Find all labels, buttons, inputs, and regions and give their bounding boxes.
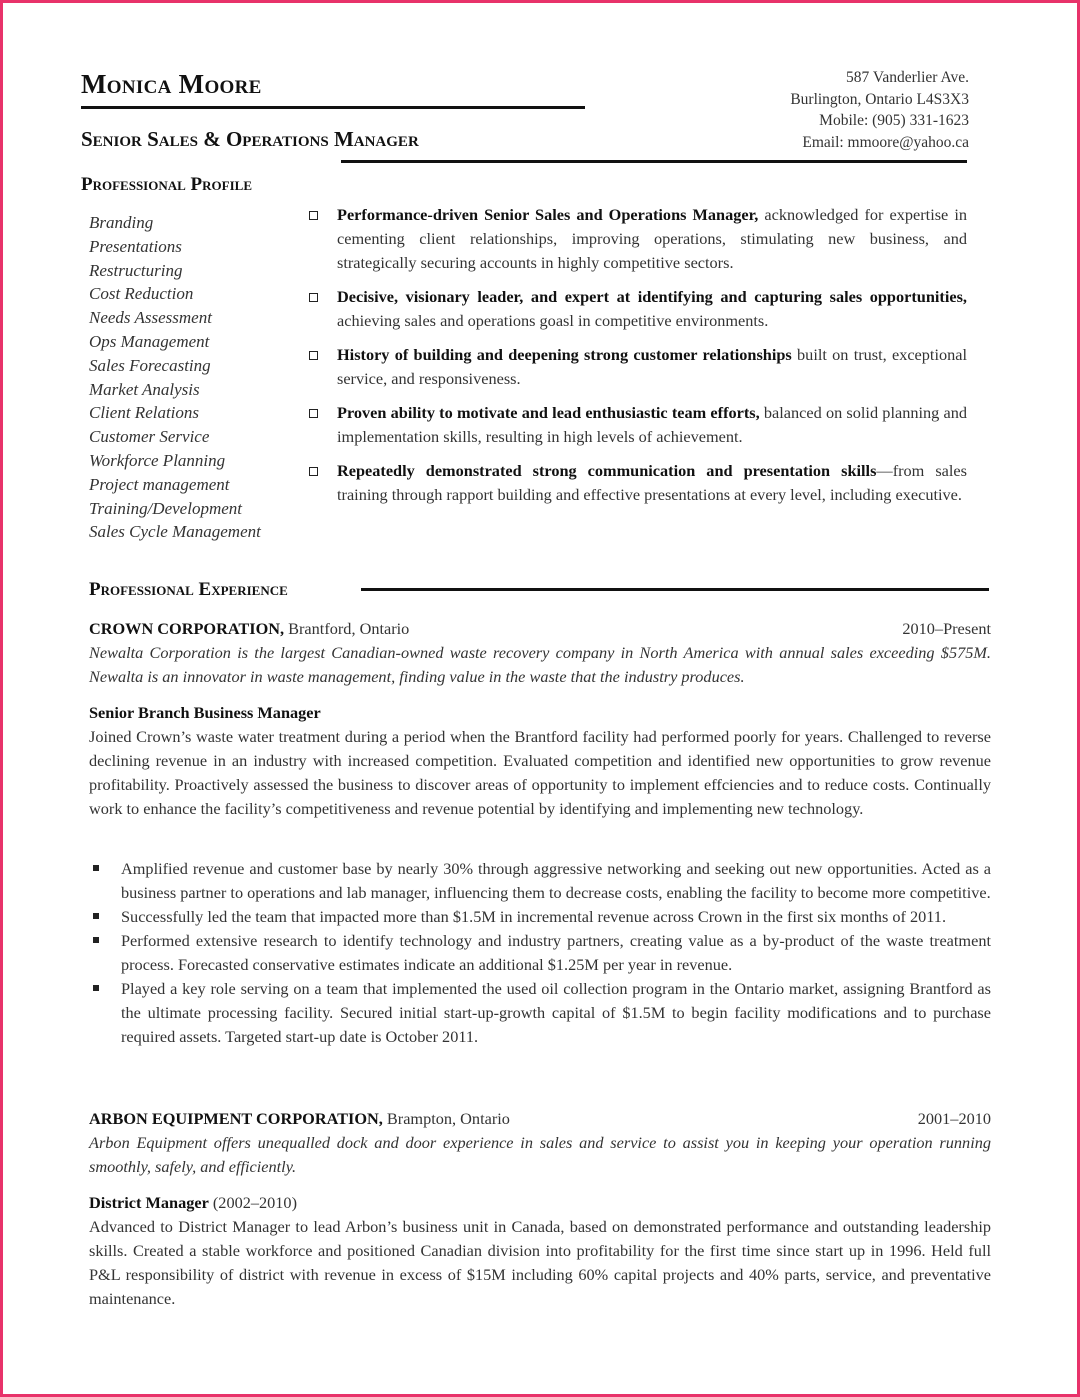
role-line [89,1191,297,1215]
highlight-text: achieving sales and operations goasl in competitive environments. [337,311,769,330]
square-bullet-icon [93,985,99,991]
highlight-item [305,459,967,507]
skill-item: Training/Development [89,498,242,518]
highlight-text: acknowledged for expertise in cementing client relationships, improving operations, stimulating new business, and strategically securing accounts in highly competitive sectors. [337,205,967,272]
profile-heading: Professional Profile [81,174,252,195]
achievement-list [89,857,991,1049]
skill-item: Needs Assessment [89,308,212,328]
skills-list [89,211,261,544]
skill-item: Customer Service [89,427,210,447]
checkbox-bullet-icon [309,351,318,360]
company-line [89,1107,991,1131]
skill-item: Presentations [89,236,182,256]
company-name: ARBON EQUIPMENT CORPORATION, [89,1109,383,1128]
company-location: Brantford, Ontario [284,619,410,638]
skill-item: Sales Forecasting [89,355,211,375]
skill-item: Ops Management [89,331,210,351]
highlight-bold: History of building and deepening strong customer relationships [337,345,792,364]
highlight-bold: Repeatedly demonstrated strong communication and presentation skills [337,461,877,480]
employment-dates: 2001–2010 [917,1109,991,1128]
achievement-item [89,977,991,1049]
company-description: Arbon Equipment offers unequalled dock and door experience in sales and service to assist you in keeping your operation running smoothly, safely, and efficiently. [89,1133,991,1176]
highlight-text: balanced on solid planning and implementation skills, resulting in high levels of achievement. [337,403,967,446]
achievement-text: Played a key role serving on a team that implemented the used oil collection program in the Ontario market, assigning Brantford as the ultimate processing facility. Secured initial start-up-growth capital of $1.5M to begin facility modifications and to purchase required assets. Targeted start-up date is October 2011. [121,979,991,1046]
skill-item: Client Relations [89,403,200,423]
achievement-text: Successfully led the team that impacted more than $1.5M in incremental revenue across Crown in the first six months of 2011. [121,907,947,926]
skill-item: Project management [89,474,230,494]
square-bullet-icon [93,865,99,871]
mobile-number: Mobile: (905) 331-1623 [819,112,969,129]
name-underline [81,106,585,109]
address-line-1: 587 Vanderlier Ave. [846,69,969,86]
checkbox-bullet-icon [309,409,318,418]
employment-dates: 2010–Present [902,619,991,638]
title-underline [341,160,967,163]
address-line-2: Burlington, Ontario L4S3X3 [790,90,969,108]
highlight-item [305,285,967,333]
skill-item: Workforce Planning [89,450,226,470]
email-address: Email: mmoore@yahoo.ca [802,133,969,151]
square-bullet-icon [93,937,99,943]
experience-rule [361,588,989,591]
skill-item: Sales Cycle Management [89,522,261,542]
highlight-bold: Performance-driven Senior Sales and Operations Manager, [337,205,759,224]
role-summary: Advanced to District Manager to lead Arbon’s business unit in Canada, based on demonstrated performance and outstanding leadership skills. Created a stable workforce and positioned Canadian division into profitability for the first time since start up in 1996. Held full P&L responsibility of district with revenue in excess of $15M including 60% capital projects and 40% parts, service, and preventative maintenance. [89,1217,991,1308]
experience-heading: Professional Experience [89,579,294,601]
highlight-item [305,401,967,449]
skill-item: Market Analysis [89,379,200,399]
checkbox-bullet-icon [309,293,318,302]
company-name: CROWN CORPORATION, [89,619,285,638]
company-line [89,617,991,641]
achievement-text: Amplified revenue and customer base by nearly 30% through aggressive networking and seeking out new opportunities. Acted as a business partner to operations and lab manager, influencing them to decrease costs, enabling the facility to become more competitive. [121,859,991,902]
skill-item: Cost Reduction [89,284,194,304]
square-bullet-icon [93,913,99,919]
skill-item: Restructuring [89,260,183,280]
role-title: Senior Branch Business Manager [89,703,321,722]
achievement-text: Performed extensive research to identify technology and industry partners, creating value as a by-product of the waste treatment process. Forecasted conservative estimates indicate an additional $1.25M per year in revenue. [121,931,991,974]
highlight-item [305,343,967,391]
checkbox-bullet-icon [309,211,318,220]
role-line [89,701,321,725]
candidate-name: Monica Moore [81,69,262,99]
highlight-text: built on trust, exceptional service, and responsiveness. [337,345,968,388]
achievement-item [89,929,991,977]
profile-highlights [305,203,967,517]
highlight-bold: Decisive, visionary leader, and expert at identifying and capturing sales opportunities, [337,287,967,306]
company-description: Newalta Corporation is the largest Canadian-owned waste recovery company in North America with annual sales exceeding $575M. Newalta is an innovator in waste management, finding value in the waste that the industry produces. [89,643,991,686]
contact-block [790,67,969,153]
checkbox-bullet-icon [309,467,318,476]
company-location: Brampton, Ontario [382,1109,510,1128]
highlight-text: —from sales training through rapport building and effective presentations at every level, including executive. [337,461,967,504]
achievement-item [89,857,991,905]
skill-item: Branding [89,213,154,232]
job-title: Senior Sales & Operations Manager [81,127,419,151]
role-title: District Manager [89,1193,209,1212]
highlight-bold: Proven ability to motivate and lead enthusiastic team efforts, [337,403,760,422]
achievement-item [89,905,991,929]
role-summary: Joined Crown’s waste water treatment during a period when the Brantford facility had performed poorly for years. Challenged to reverse declining revenue in an industry with increased competition. Evaluated competition and identified new opportunities to grow revenue profitability. Proactively assessed the business to discover areas of opportunity to implement effciencies and to reduce costs. Continually work to enhance the facility’s competitiveness and revenue potential by identifying and implementing new technology. [89,727,991,818]
role-dates: (2002–2010) [208,1193,297,1212]
highlight-item [305,203,967,275]
